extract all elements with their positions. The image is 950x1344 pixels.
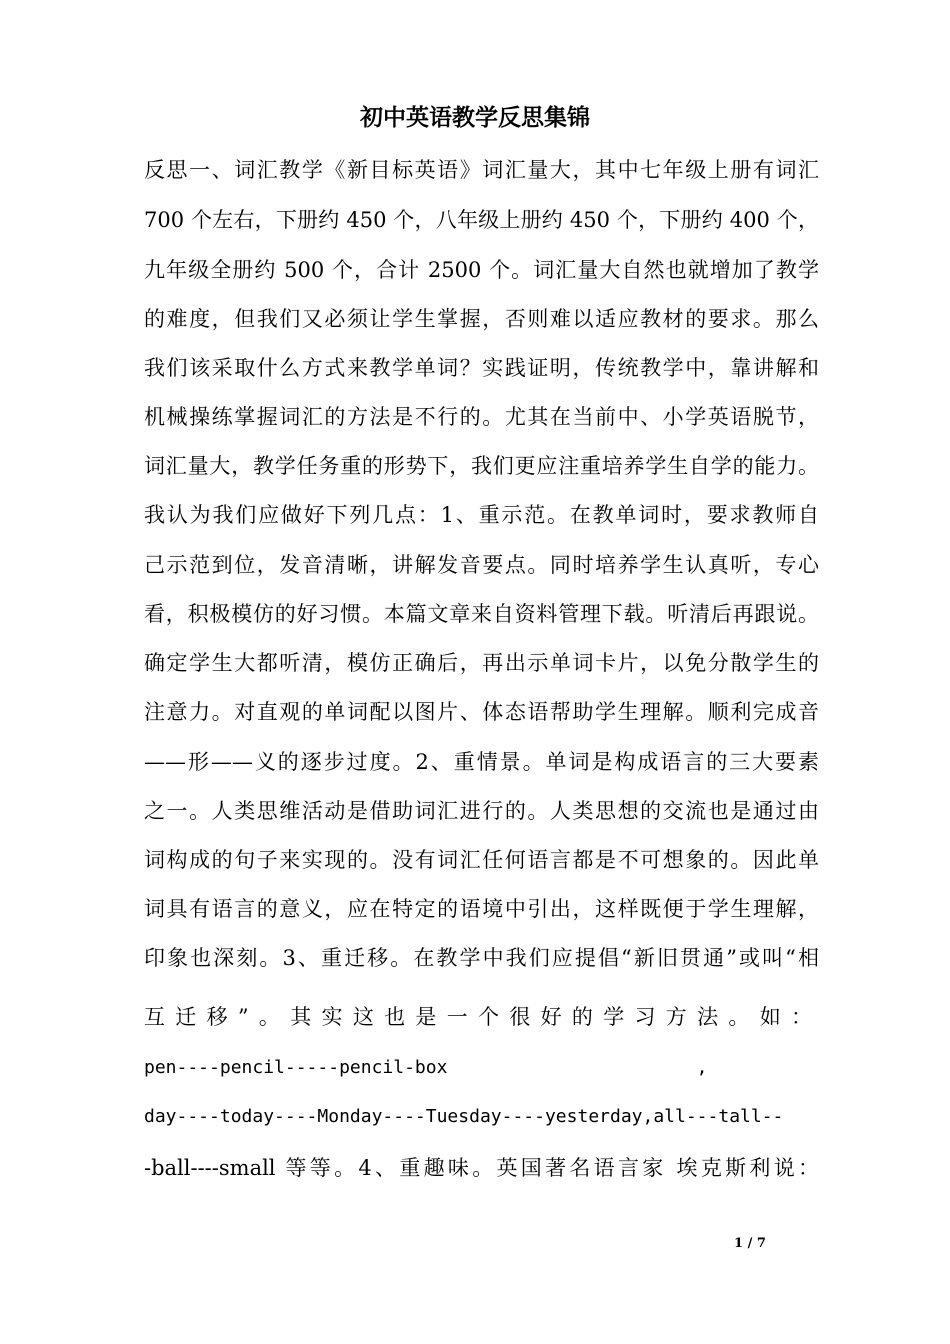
paragraph-line: ——形——义的逐步过度。2、重情景。单词是构成语言的三大要素: [144, 750, 819, 774]
document-title: 初中英语教学反思集锦: [360, 105, 590, 131]
paragraph-line: 己示范到位，发音清晰，讲解发音要点。同时培养学生认真听，专心: [144, 553, 819, 577]
paragraph-line: pen----pencil-----pencil-box ,: [144, 1057, 708, 1078]
paragraph-line: 词汇量大，教学任务重的形势下，我们更应注重培养学生自学的能力。: [144, 454, 819, 478]
paragraph-line: 700 个左右，下册约 450 个，八年级上册约 450 个，下册约 400 个，: [144, 208, 819, 232]
paragraph-line: 我们该采取什么方式来教学单词？实践证明，传统教学中，靠讲解和: [144, 356, 819, 380]
paragraph-line: -ball----small 等等。4、重趣味。英国著名语言家 埃克斯利说：: [144, 1156, 819, 1180]
paragraph-line: 看，积极模仿的好习惯。本篇文章来自资料管理下载。听清后再跟说。: [144, 602, 819, 626]
paragraph-line: 互迁移”。其实这也是一个很好的学习方法。如：: [144, 1005, 819, 1029]
paragraph-line: 的难度，但我们又必须让学生掌握，否则难以适应教材的要求。那么: [144, 307, 819, 331]
paragraph-line: 词构成的句子来实现的。没有词汇任何语言都是不可想象的。因此单: [144, 848, 819, 872]
paragraph-line: 词具有语言的意义，应在特定的语境中引出，这样既便于学生理解，: [144, 897, 819, 921]
paragraph-line: 注意力。对直观的单词配以图片、体态语帮助学生理解。顺利完成音: [144, 700, 819, 724]
paragraph-line: 九年级全册约 500 个，合计 2500 个。词汇量大自然也就增加了教学: [144, 258, 819, 282]
paragraph-line: 机械操练掌握词汇的方法是不行的。尤其在当前中、小学英语脱节，: [144, 405, 819, 429]
paragraph-line: 我认为我们应做好下列几点：1、重示范。在教单词时，要求教师自: [144, 503, 819, 527]
paragraph-line: 反思一、词汇教学《新目标英语》词汇量大，其中七年级上册有词汇: [144, 158, 819, 182]
paragraph-line: 印象也深刻。3、重迁移。在教学中我们应提倡“新旧贯通”或叫“相: [144, 946, 819, 970]
page-number: 1 / 7: [734, 1236, 766, 1251]
paragraph-line: 确定学生大都听清，模仿正确后，再出示单词卡片，以免分散学生的: [144, 651, 819, 675]
paragraph-line: 之一。人类思维活动是借助词汇进行的。人类思想的交流也是通过由: [144, 799, 819, 823]
paragraph-line: day----today----Monday----Tuesday----yesterday,all---tall--: [144, 1106, 784, 1127]
